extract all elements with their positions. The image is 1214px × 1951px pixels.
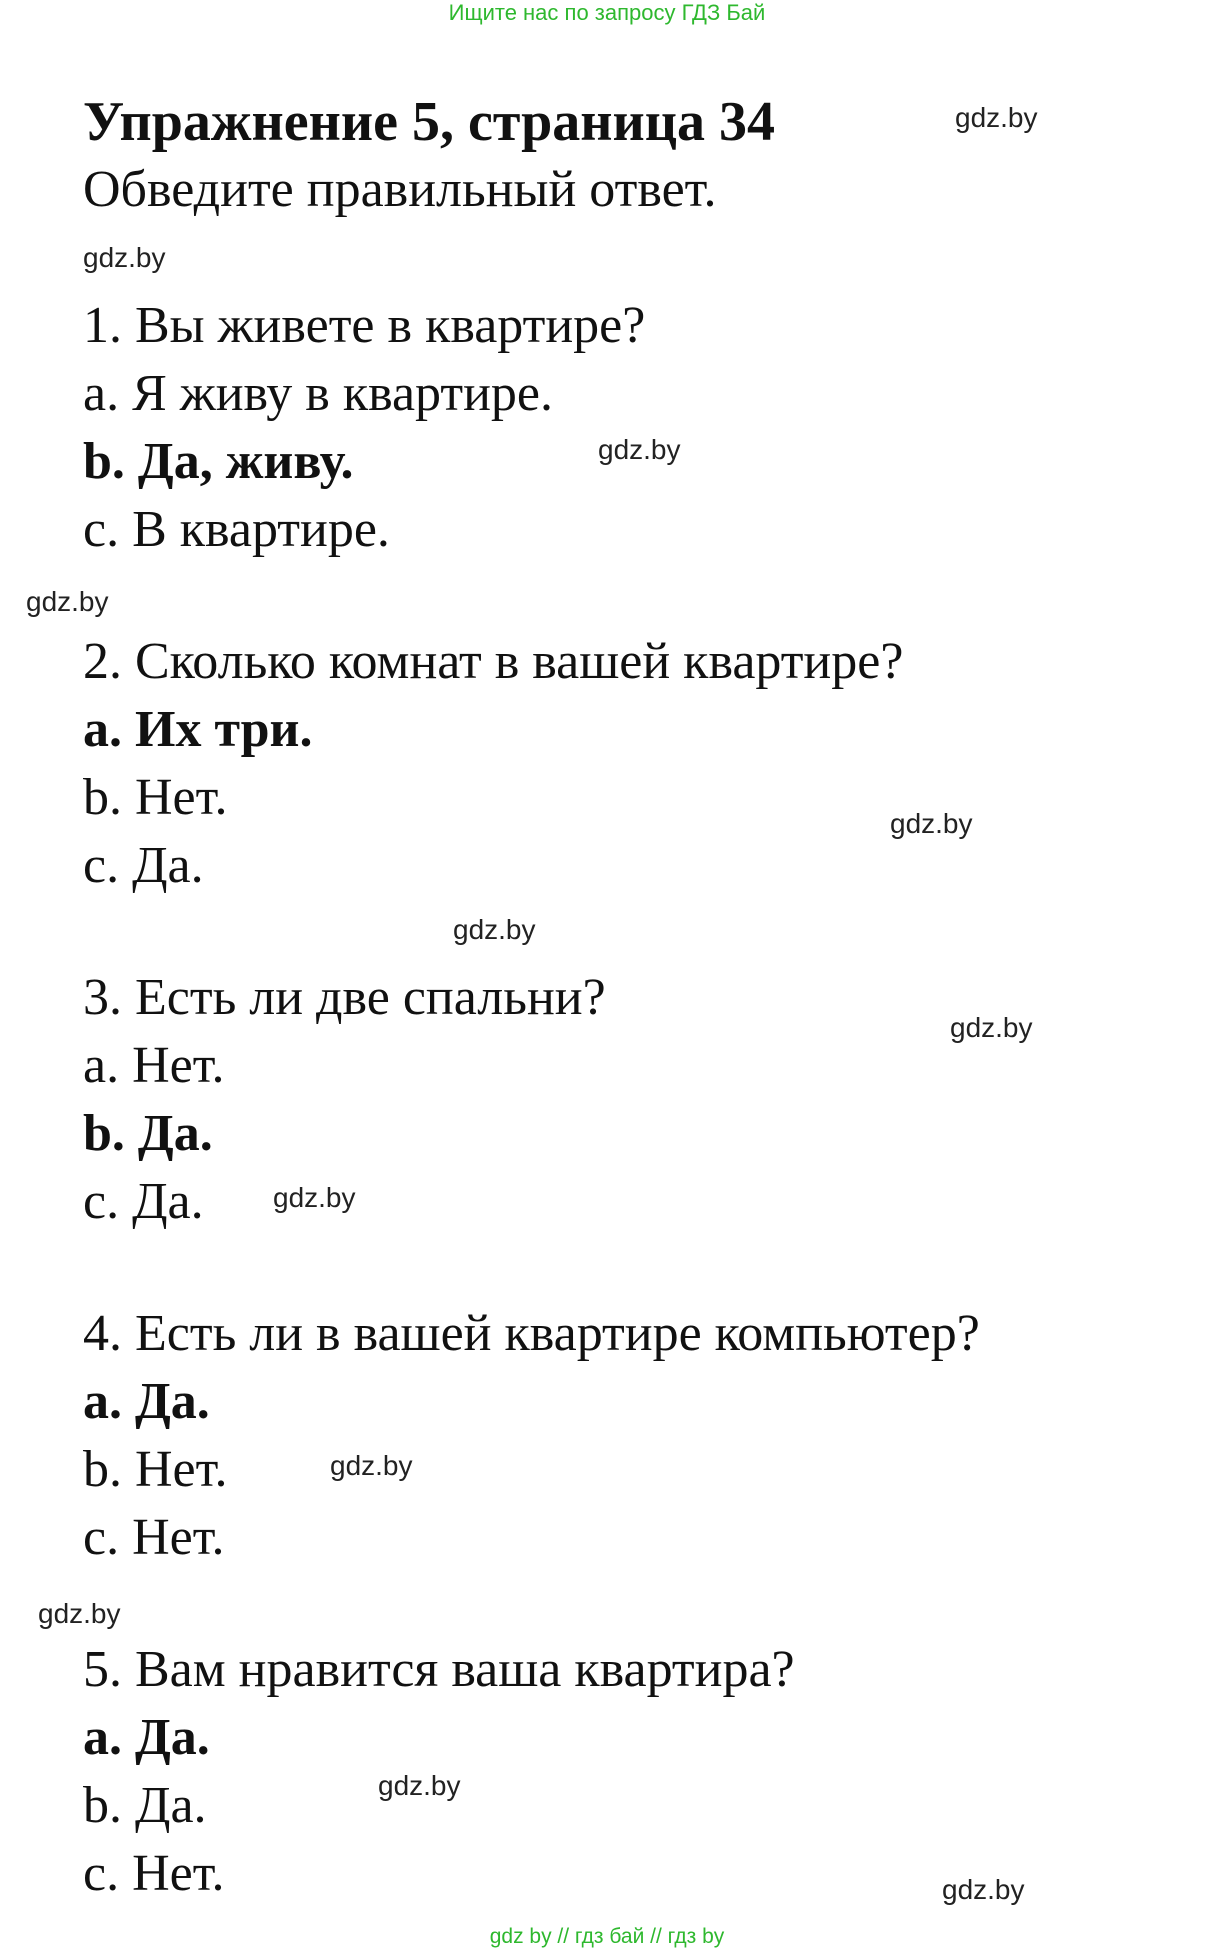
watermark: gdz.by <box>950 1012 1033 1043</box>
watermark: gdz.by <box>330 1450 413 1481</box>
q1-option-c: c. В квартире. <box>83 501 390 558</box>
watermark: gdz.by <box>273 1182 356 1213</box>
watermark: gdz.by <box>378 1770 461 1801</box>
watermark: gdz.by <box>26 586 109 617</box>
question-2: 2. Сколько комнат в вашей квартире? <box>83 633 904 690</box>
watermark: gdz.by <box>598 434 681 465</box>
q4-option-b: b. Нет. <box>83 1441 228 1498</box>
q2-option-a-correct: a. Их три. <box>83 701 313 758</box>
question-4: 4. Есть ли в вашей квартире компьютер? <box>83 1305 980 1362</box>
watermark: gdz.by <box>942 1874 1025 1905</box>
q2-option-b: b. Нет. <box>83 769 228 826</box>
watermark: gdz.by <box>453 914 536 945</box>
q1-option-b-correct: b. Да, живу. <box>83 433 354 490</box>
q3-option-b-correct: b. Да. <box>83 1105 213 1162</box>
q5-option-b: b. Да. <box>83 1777 207 1834</box>
footer-links[interactable]: gdz by // гдз бай // гдз by <box>489 1925 725 1948</box>
q3-option-c: c. Да. <box>83 1173 204 1230</box>
watermark: gdz.by <box>83 242 166 273</box>
question-3: 3. Есть ли две спальни? <box>83 969 606 1026</box>
watermark: gdz.by <box>38 1598 121 1629</box>
exercise-instruction: Обведите правильный ответ. <box>83 161 717 218</box>
q3-option-a: a. Нет. <box>83 1037 225 1094</box>
q5-option-a-correct: a. Да. <box>83 1709 210 1766</box>
watermark: gdz.by <box>890 808 973 839</box>
q5-option-c: c. Нет. <box>83 1845 225 1902</box>
watermark: gdz.by <box>955 102 1038 133</box>
q1-option-a: a. Я живу в квартире. <box>83 365 554 422</box>
question-5: 5. Вам нравится ваша квартира? <box>83 1641 795 1698</box>
q2-option-c: c. Да. <box>83 837 204 894</box>
exercise-title: Упражнение 5, страница 34 <box>83 91 776 153</box>
top-search-link[interactable]: Ищите нас по запросу ГДЗ Бай <box>448 0 766 25</box>
q4-option-c: c. Нет. <box>83 1509 225 1566</box>
q4-option-a-correct: a. Да. <box>83 1373 210 1430</box>
question-1: 1. Вы живете в квартире? <box>83 297 646 354</box>
